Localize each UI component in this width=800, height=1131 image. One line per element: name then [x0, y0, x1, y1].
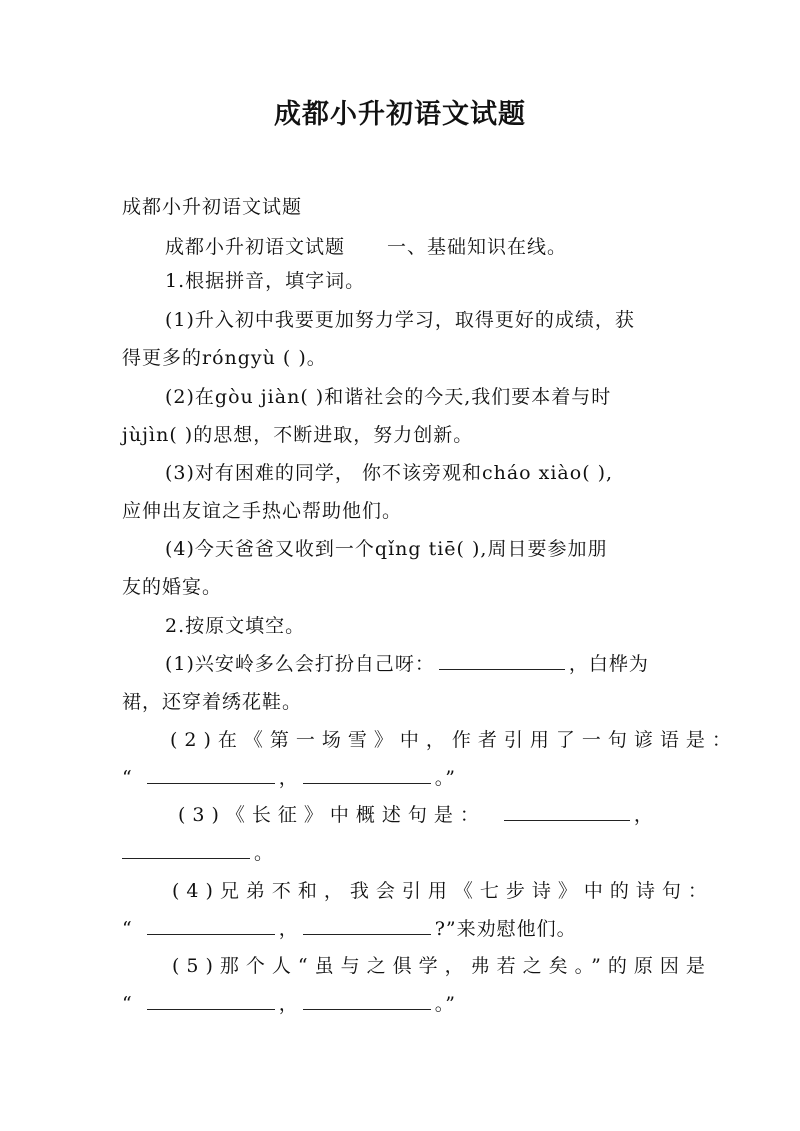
answer-blank[interactable] — [147, 991, 275, 1010]
document-title: 成都小升初语文试题 — [274, 99, 526, 130]
answer-blank[interactable] — [439, 651, 565, 670]
text-line — [165, 649, 649, 676]
answer-blank[interactable] — [303, 991, 431, 1010]
answer-blank[interactable] — [504, 802, 630, 821]
text-line: (2)在《第一场雪》中，作者引用了一句谚语是： — [170, 729, 738, 751]
text-span: (1)兴安岭多么会打扮自己呀： — [165, 653, 435, 675]
text-line — [122, 914, 577, 941]
text-span: “ — [122, 767, 133, 789]
text-line: 得更多的róngyù ( )。 — [122, 347, 327, 369]
text-line: (2)在gòu jiàn( )和谐社会的今天,我们要本着与时 — [165, 386, 612, 408]
text-span: “ — [122, 993, 133, 1015]
text-line: (4)兄弟不和，我会引用《七步诗》中的诗句： — [172, 880, 714, 902]
text-span: ， — [633, 804, 660, 826]
text-span: (3)《长征》中概述句是： — [178, 804, 486, 826]
text-line — [122, 989, 456, 1016]
text-span: 成都小升初语文试题 — [165, 236, 346, 258]
text-line — [122, 763, 456, 790]
text-span: ， — [278, 993, 299, 1015]
text-line: 友的婚宴。 — [122, 576, 223, 598]
text-line: 裙，还穿着绣花鞋。 — [122, 691, 303, 713]
text-line — [165, 232, 567, 259]
text-span: 。” — [434, 993, 456, 1015]
section-heading: 成都小升初语文试题 — [122, 196, 303, 218]
text-line — [178, 800, 660, 827]
text-line: 应伸出友谊之手热心帮助他们。 — [122, 500, 403, 522]
question-heading: 1.根据拼音，填字词。 — [165, 270, 366, 292]
answer-blank[interactable] — [122, 840, 250, 859]
text-span: 。 — [254, 842, 275, 864]
text-span: ， — [278, 918, 299, 940]
text-line — [122, 838, 274, 865]
text-span: 。” — [434, 767, 456, 789]
text-span: 一、基础知识在线。 — [387, 236, 568, 258]
text-line: (4)今天爸爸又收到一个qǐng tiē( ),周日要参加朋 — [165, 538, 608, 560]
answer-blank[interactable] — [303, 765, 431, 784]
answer-blank[interactable] — [303, 916, 431, 935]
text-span: ， — [278, 767, 299, 789]
text-line: (1)升入初中我要更加努力学习，取得更好的成绩，获 — [165, 309, 635, 331]
text-line: (3)对有困难的同学， 你不该旁观和cháo xiào( ), — [165, 462, 614, 484]
text-span: “ — [122, 918, 133, 940]
question-heading: 2.按原文填空。 — [165, 615, 306, 637]
text-span: ?”来劝慰他们。 — [434, 918, 577, 940]
answer-blank[interactable] — [147, 916, 275, 935]
text-span: ，白桦为 — [568, 653, 649, 675]
answer-blank[interactable] — [147, 765, 275, 784]
text-line: jùjìn( )的思想，不断进取，努力创新。 — [122, 424, 474, 446]
text-line: (5)那个人“虽与之俱学，弗若之矣。”的原因是 — [172, 955, 712, 977]
